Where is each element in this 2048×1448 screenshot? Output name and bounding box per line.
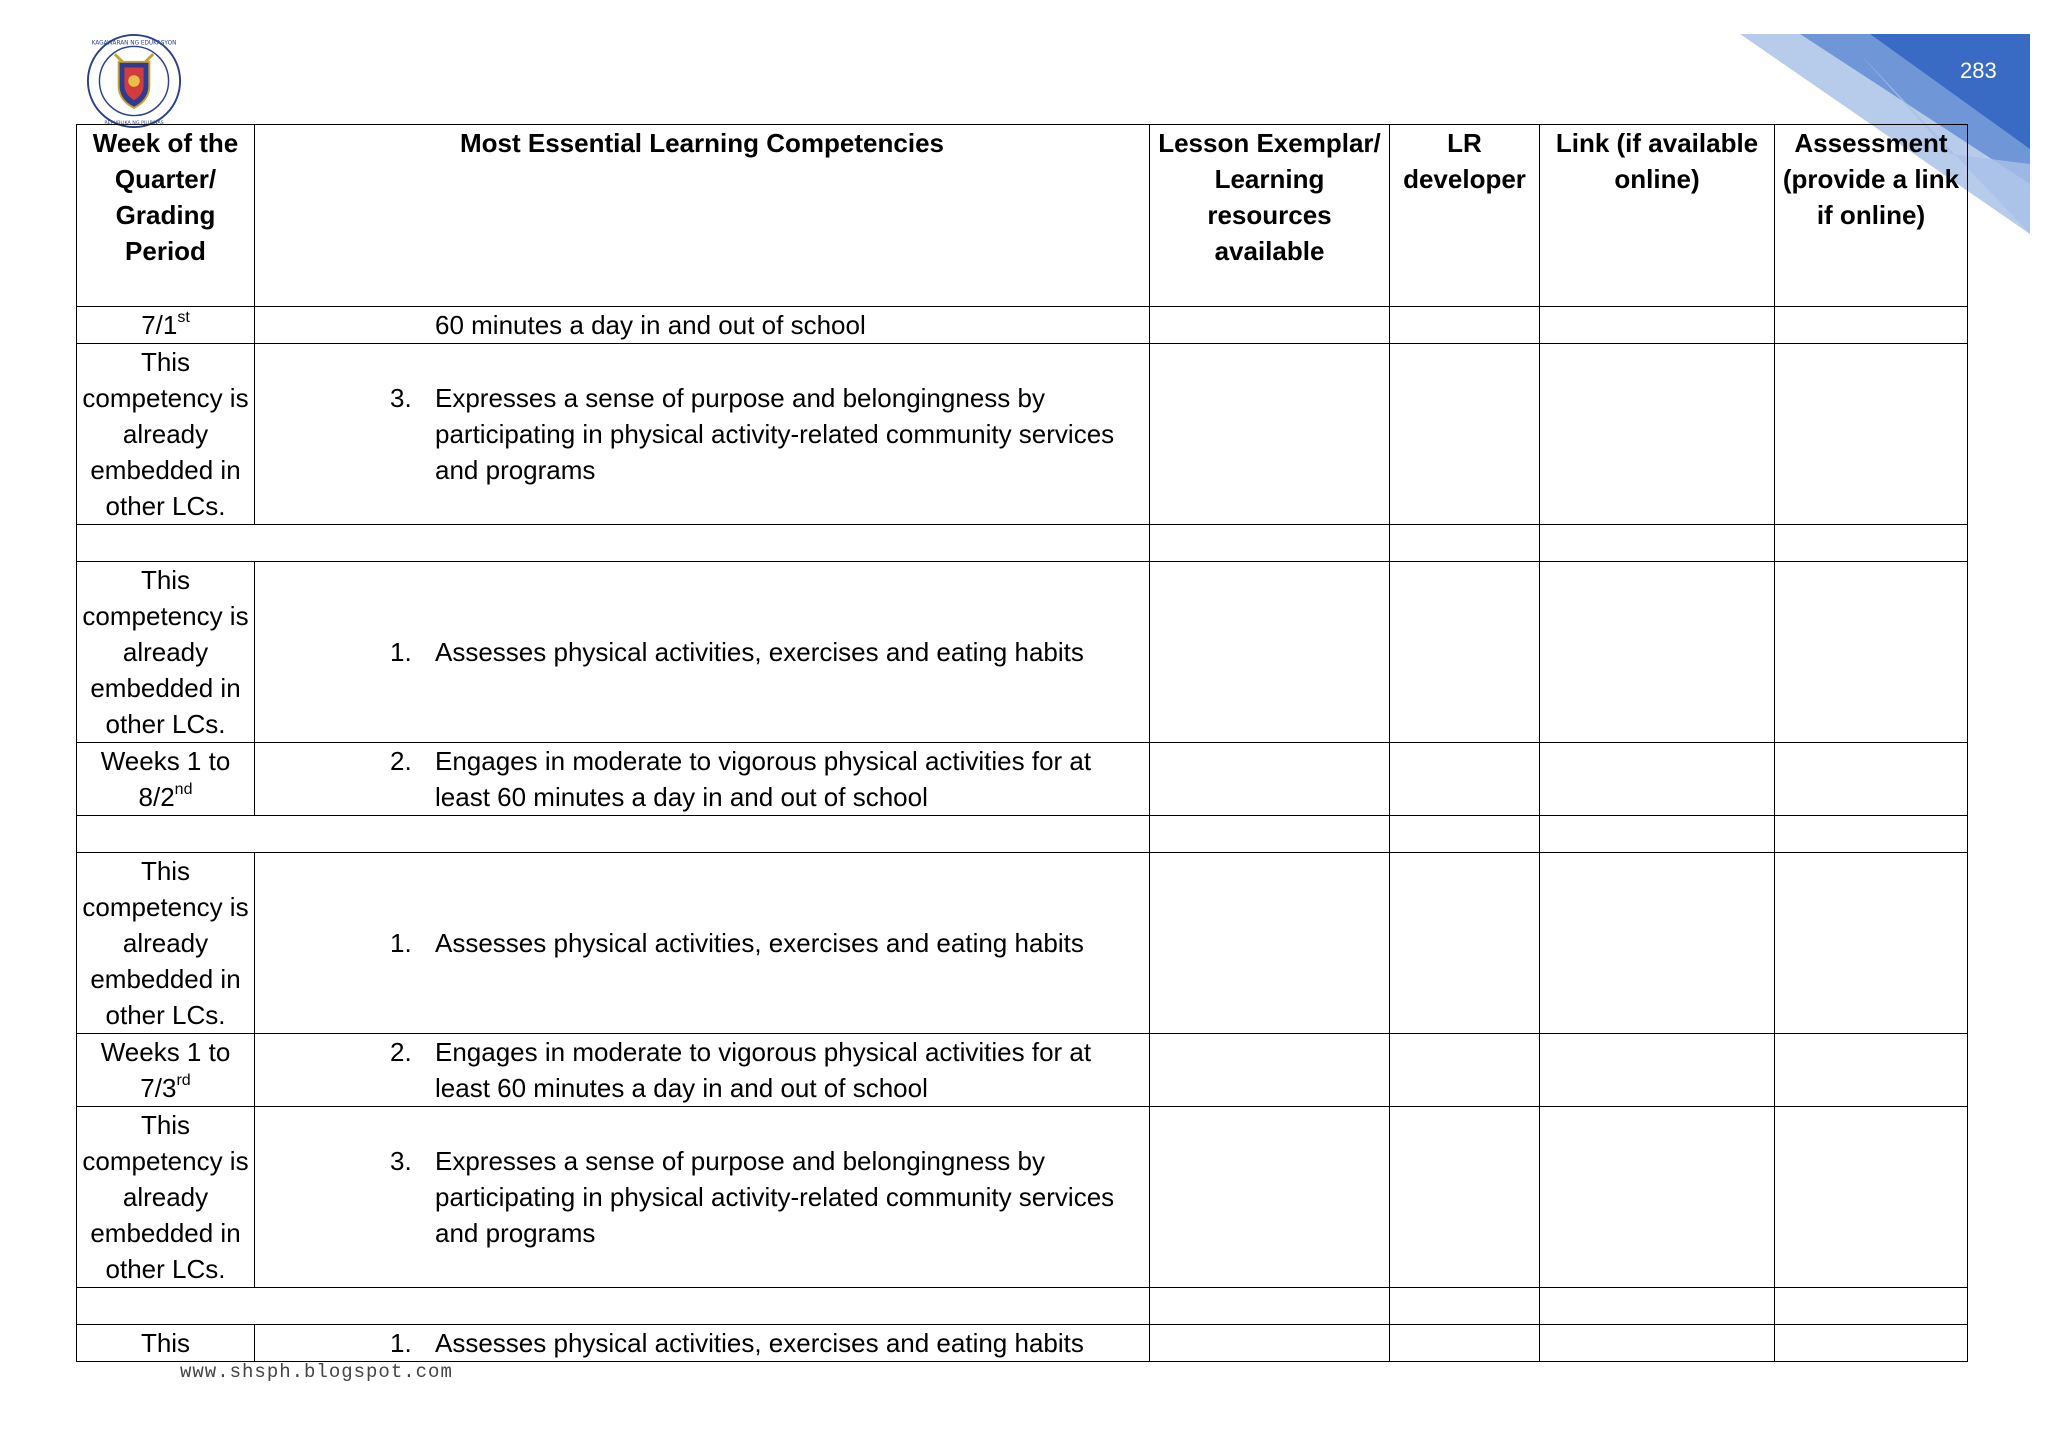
table-row xyxy=(77,307,1968,344)
competency-cell xyxy=(255,853,1150,1034)
competency-table xyxy=(76,124,1968,1362)
table-row xyxy=(77,562,1968,743)
table-row-blank xyxy=(77,1288,1968,1325)
item-number: 1. xyxy=(390,1328,412,1358)
competency-text: Assesses physical activities, exercises and eating habits xyxy=(435,1328,1084,1358)
competency-text: Assesses physical activities, exercises and eating habits xyxy=(435,928,1084,958)
week-cell: This competency is already embedded in other LCs. xyxy=(77,562,255,743)
competency-text: Expresses a sense of purpose and belongingness by participating in physical activity-related community services and programs xyxy=(435,383,1115,485)
week-cell: This competency is already embedded in other LCs. xyxy=(77,1107,255,1288)
competency-cell xyxy=(255,743,1150,816)
header-week: Week of the Quarter/ Grading Period xyxy=(77,125,255,307)
header-assessment: Assessment (provide a link if online) xyxy=(1775,125,1968,307)
week-cell: This competency is already embedded in other LCs. xyxy=(77,853,255,1034)
competency-text: Engages in moderate to vigorous physical activities for at least 60 minutes a day in and out of school xyxy=(435,746,1092,812)
competency-cell xyxy=(255,1325,1150,1362)
item-number: 3. xyxy=(390,383,412,413)
item-number: 1. xyxy=(390,928,412,958)
table-row xyxy=(77,344,1968,525)
competency-text: 60 minutes a day in and out of school xyxy=(435,310,866,340)
item-number: 2. xyxy=(390,1037,412,1067)
competency-text: Expresses a sense of purpose and belongingness by participating in physical activity-related community services and programs xyxy=(435,1146,1115,1248)
table-row xyxy=(77,1325,1968,1362)
item-number: 2. xyxy=(390,746,412,776)
table-row xyxy=(77,1034,1968,1107)
footer-url: www.shsph.blogspot.com xyxy=(180,1361,453,1383)
seal-top-text: KAGAWARAN NG EDUKASYON xyxy=(91,40,177,47)
page-number: 283 xyxy=(1960,58,1997,83)
item-number: 3. xyxy=(390,1146,412,1176)
competency-cell xyxy=(255,307,1150,344)
competency-text: Assesses physical activities, exercises and eating habits xyxy=(435,637,1084,667)
table-row-blank xyxy=(77,525,1968,562)
competency-cell xyxy=(255,344,1150,525)
header-lesson-exemplar: Lesson Exemplar/ Learning resources available xyxy=(1150,125,1390,307)
table-row xyxy=(77,1107,1968,1288)
competency-cell xyxy=(255,562,1150,743)
week-cell: This xyxy=(77,1325,255,1362)
header-lr-developer: LR developer xyxy=(1390,125,1540,307)
competency-text: Engages in moderate to vigorous physical activities for at least 60 minutes a day in and out of school xyxy=(435,1037,1092,1103)
header-row xyxy=(77,125,1968,307)
header-competencies: Most Essential Learning Competencies xyxy=(255,125,1150,307)
competency-cell xyxy=(255,1034,1150,1107)
table-row xyxy=(77,743,1968,816)
week-cell: This competency is already embedded in other LCs. xyxy=(77,344,255,525)
deped-seal-logo xyxy=(86,33,182,129)
week-cell: 7/1st xyxy=(77,307,255,344)
seal-bottom-text: REPUBLIKA NG PILIPINAS xyxy=(104,121,164,127)
week-cell: Weeks 1 to 8/2nd xyxy=(77,743,255,816)
competency-cell xyxy=(255,1107,1150,1288)
table-row xyxy=(77,853,1968,1034)
item-number: 1. xyxy=(390,637,412,667)
table-row-blank xyxy=(77,816,1968,853)
header-link: Link (if available online) xyxy=(1540,125,1775,307)
week-cell: Weeks 1 to 7/3rd xyxy=(77,1034,255,1107)
